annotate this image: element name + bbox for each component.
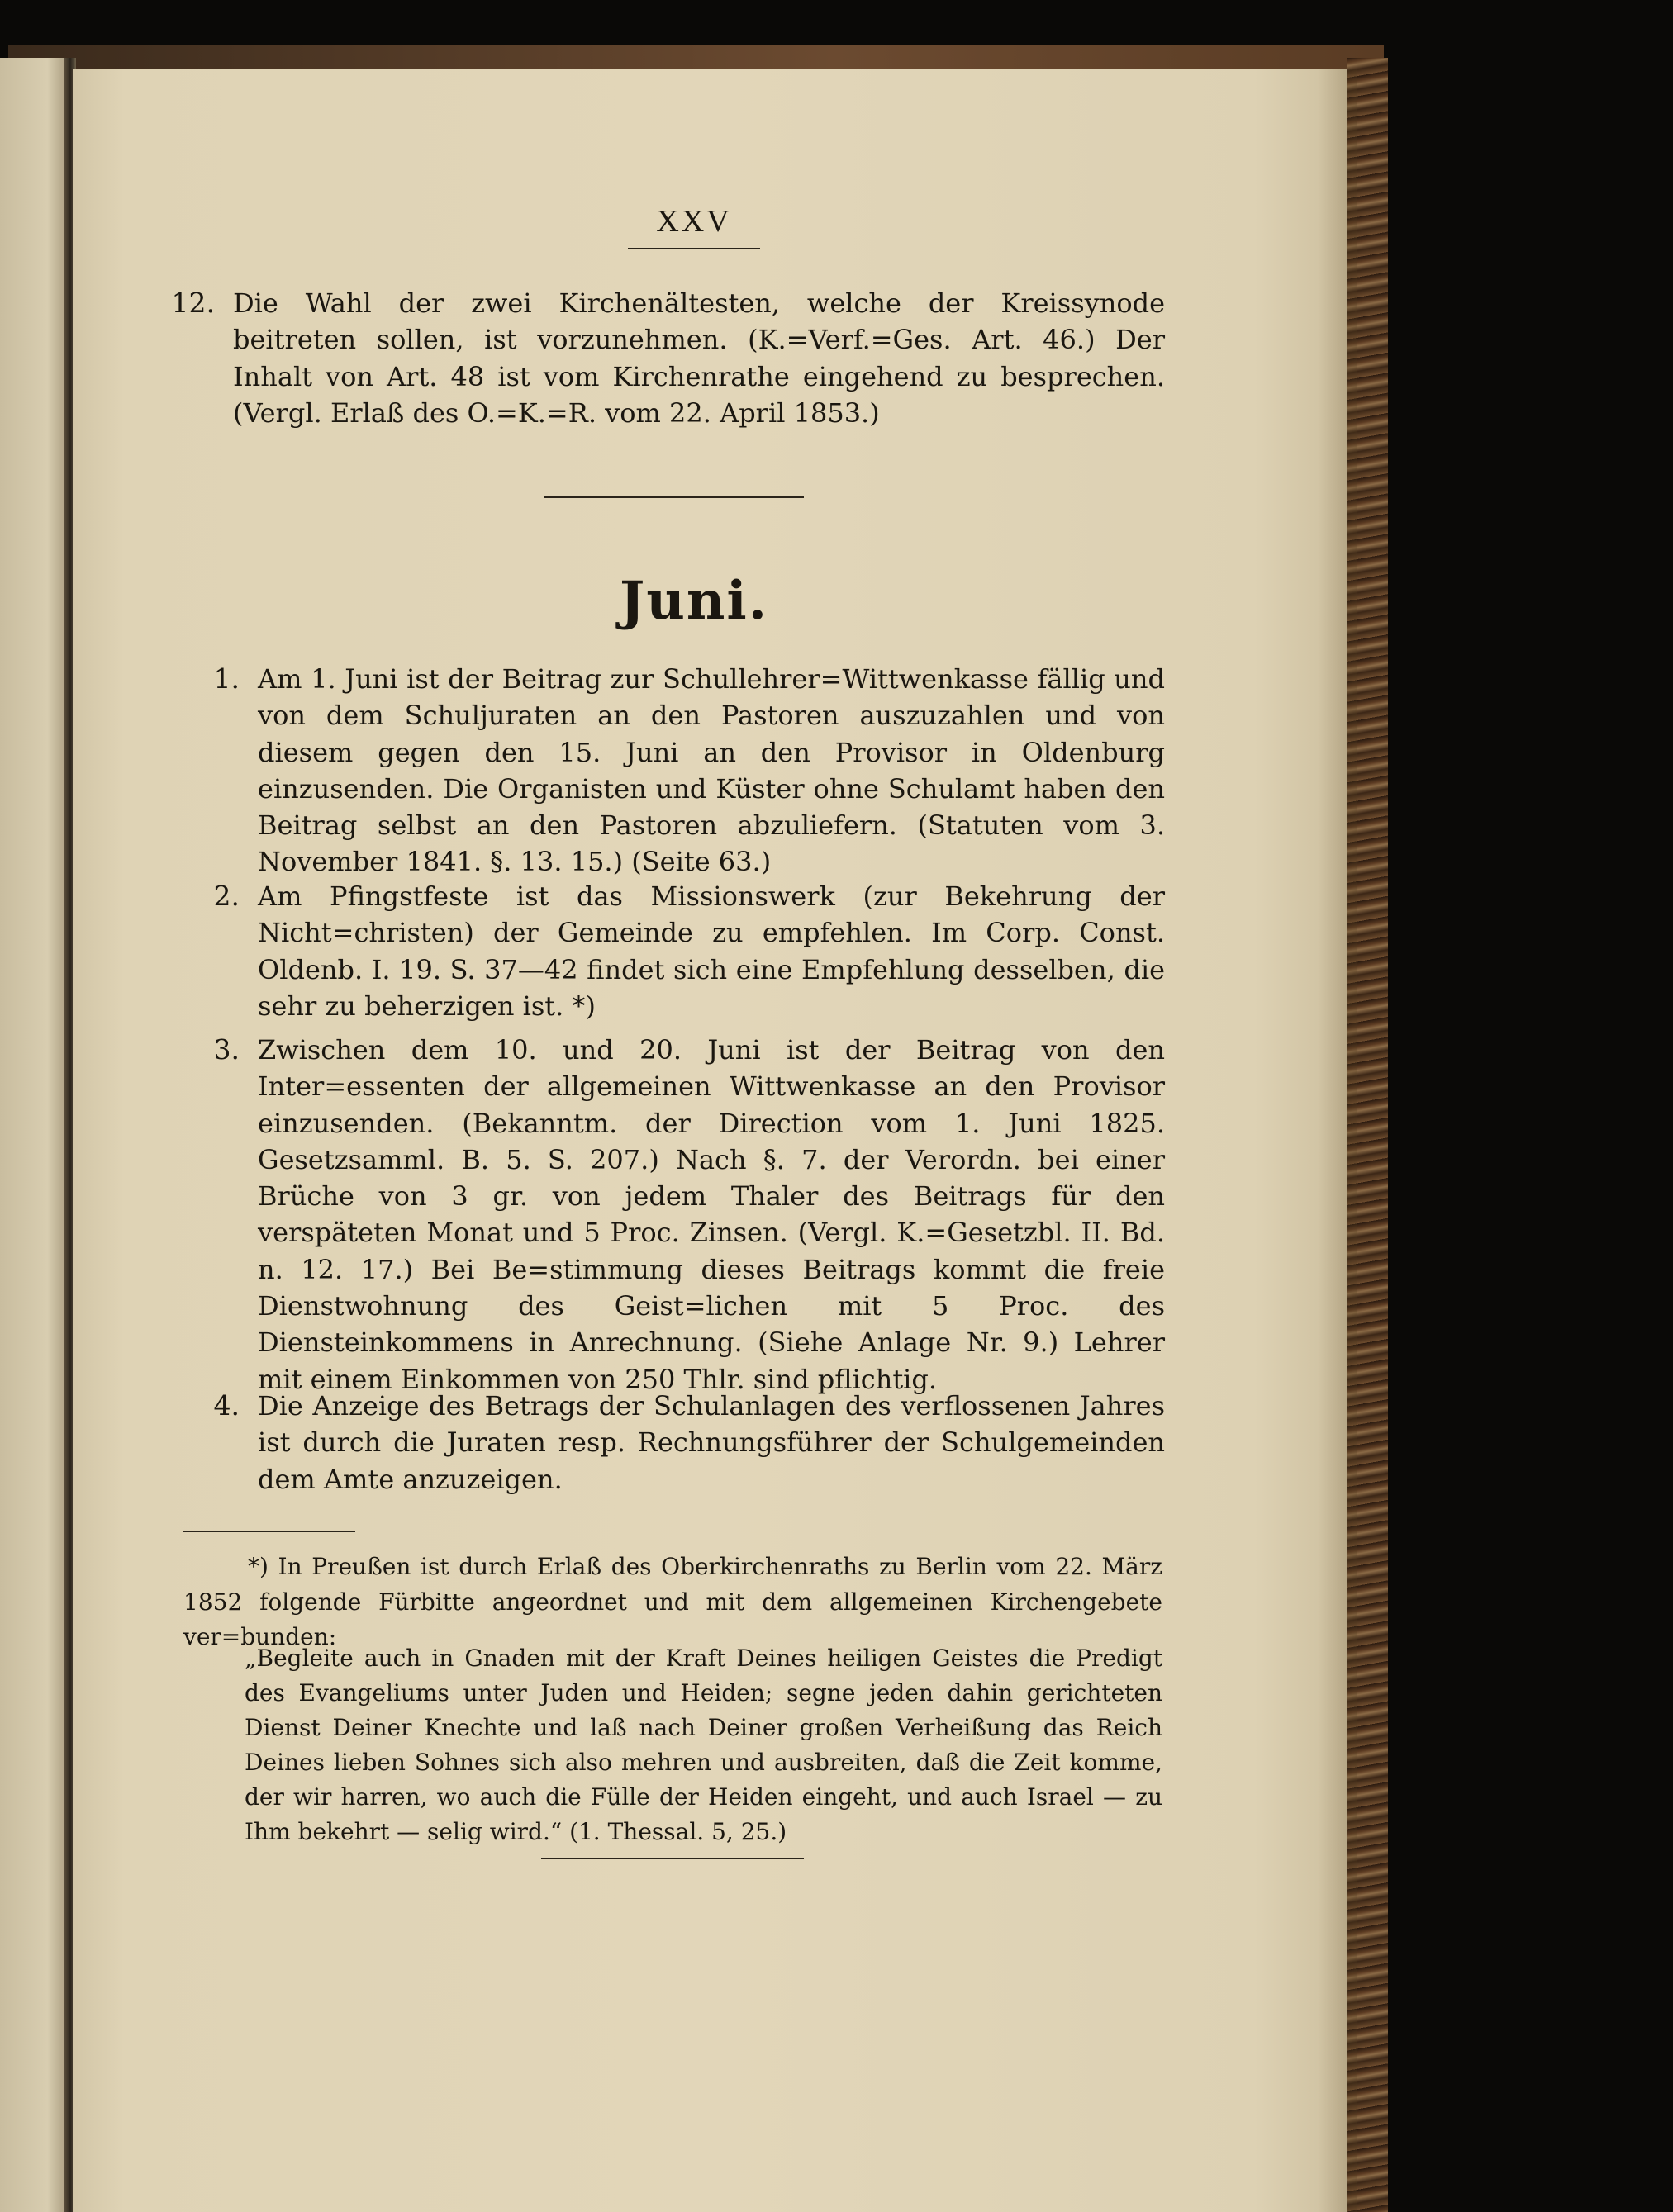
item-number: 3.	[213, 1033, 240, 1066]
item-text: Am 1. Juni ist der Beitrag zur Schullehrer=Wittwenkasse fällig und von dem Schuljuraten an den Pastoren auszuzahlen und von diesem gegen den 15. Juni an den Provisor in Oldenburg einzusenden. Die Organisten und Küster ohne Schulamt haben den Beitrag selbst an den Pastoren abzuliefern. (Statuten vom 3. November 1841. §. 13. 15.) (Seite 63.)	[258, 663, 1165, 878]
entry-number: 12.	[171, 287, 215, 319]
footnote-quote: „Begleite auch in Gnaden mit der Kraft Deines heiligen Geistes die Predigt des Evangeliums unter Juden und Heiden; segne jeden dahin gerichteten Dienst Deiner Knechte und laß nach Deiner großen Verheißung das Reich Deines lieben Sohnes sich also mehren und ausbreiten, daß die Zeit komme, der wir harren, wo auch die Fülle der Heiden eingeht, und auch Israel — zu Ihm bekehrt — selig wird.“ (1. Thessal. 5, 25.)	[245, 1645, 1162, 1845]
end-rule	[541, 1858, 804, 1859]
header-rule	[628, 248, 760, 249]
item-number: 1.	[213, 662, 240, 695]
footnote-text: *) In Preußen ist durch Erlaß des Oberkirchenraths zu Berlin vom 22. März 1852 folgende Fürbitte angeordnet und mit dem allgemeinen Kirchengebete ver=bunden:	[183, 1553, 1162, 1650]
entry-text: Die Wahl der zwei Kirchenältesten, welche der Kreissynode beitreten sollen, ist vorzunehmen. (K.=Verf.=Ges. Art. 46.) Der Inhalt von Art. 48 ist vom Kirchenrathe eingehend zu besprechen. (Vergl. Erlaß des O.=K.=R. vom 22. April 1853.)	[233, 287, 1165, 429]
page-shadow	[1318, 69, 1357, 2212]
page-number: XXV	[656, 204, 732, 239]
item-text: Am Pfingstfeste ist das Missionswerk (zur Bekehrung der Nicht=christen) der Gemeinde zu empfehlen. Im Corp. Const. Oldenb. I. 19. S. 37—42 findet sich eine Empfehlung desselben, die sehr zu beherzigen ist. *)	[258, 881, 1165, 1022]
item-text: Zwischen dem 10. und 20. Juni ist der Beitrag von den Inter=essenten der allgemeinen Wittwenkasse an den Provisor einzusenden. (Bekanntm. der Direction vom 1. Juni 1825. Gesetzsamml. B. 5. S. 207.) Nach §. 7. der Verordn. bei einer Brüche von 3 gr. von jedem Thaler des Beitrags für den verspäteten Monat und 5 Proc. Zinsen. (Vergl. K.=Gesetzbl. II. Bd. n. 12. 17.) Bei Be=stimmung dieses Beitrags kommt die freie Dienstwohnung des Geist=lichen mit 5 Proc. des Diensteinkommens in Anrechnung. (Siehe Anlage Nr. 9.) Lehrer mit einem Einkommen von 250 Thlr. sind pflichtig.	[258, 1034, 1165, 1395]
facing-page-edge	[0, 58, 68, 2212]
month-heading: Juni.	[620, 570, 768, 632]
item-number: 4.	[213, 1389, 240, 1422]
section-divider-rule	[544, 496, 804, 498]
item-text: Die Anzeige des Betrags der Schulanlagen des verflossenen Jahres ist durch die Juraten resp. Rechnungsführer der Schulgemeinden dem Amte anzuzeigen.	[258, 1390, 1165, 1495]
item-number: 2.	[213, 880, 240, 912]
footnote-separator	[183, 1531, 355, 1532]
